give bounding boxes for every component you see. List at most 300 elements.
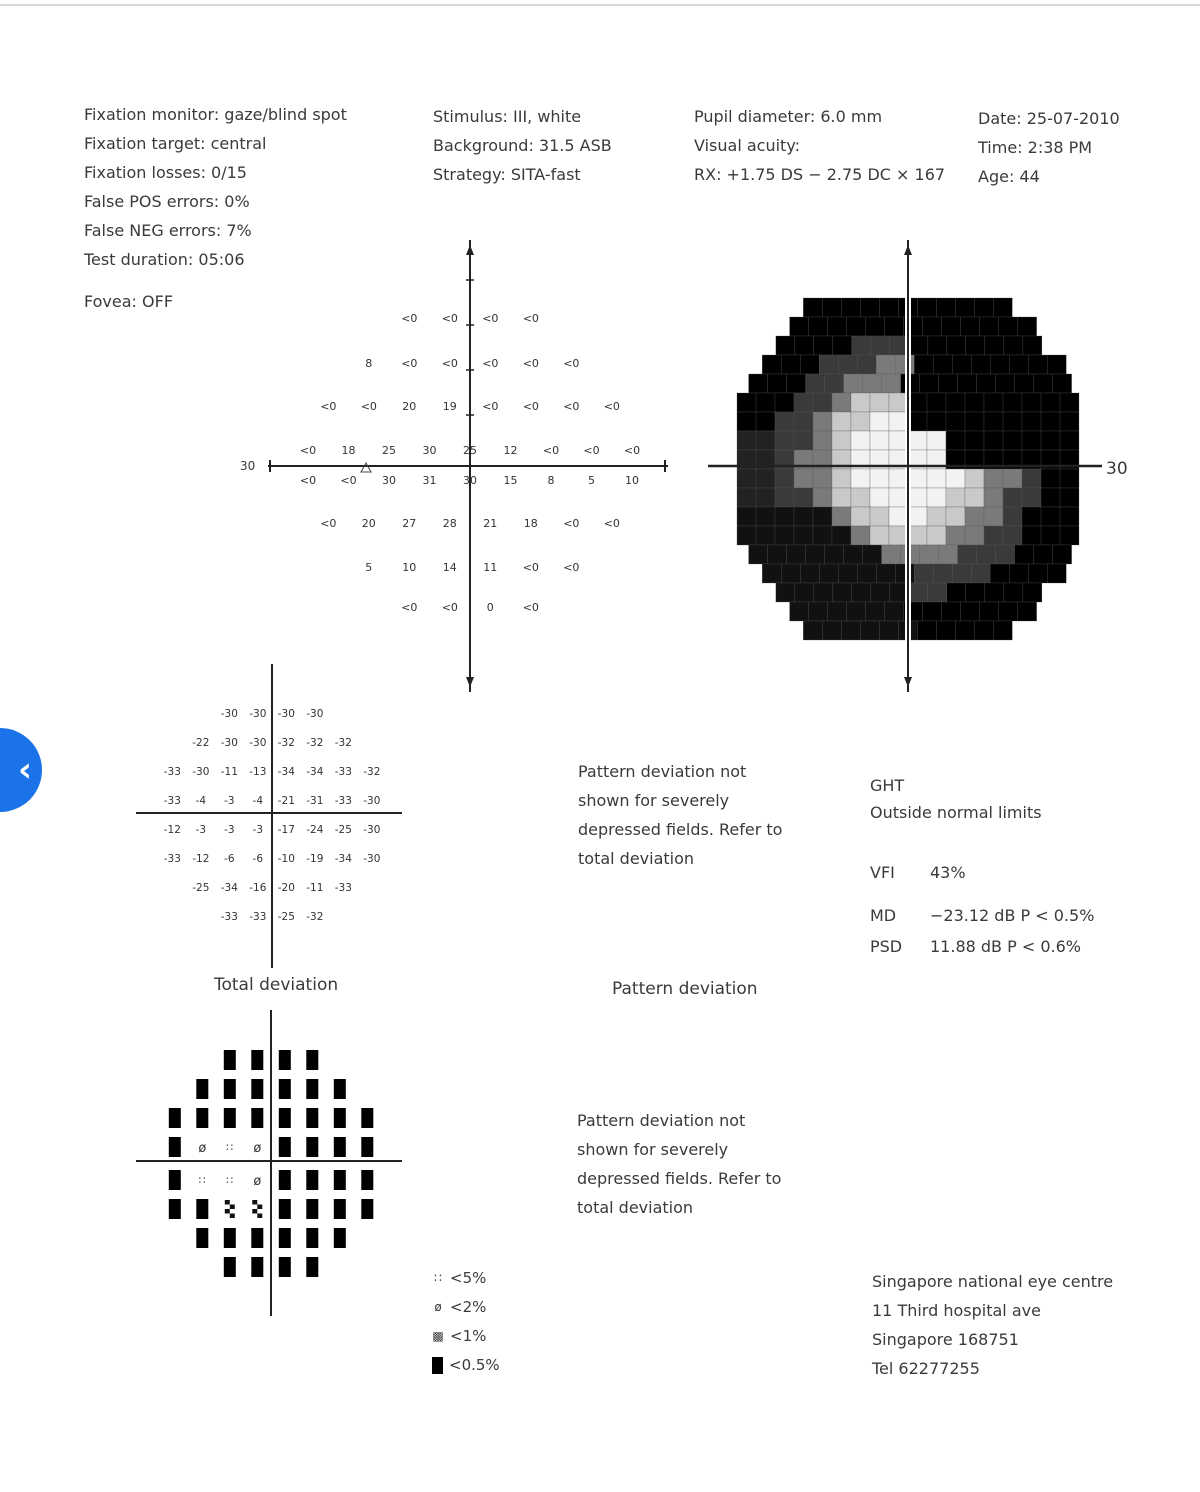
clinic-address — [872, 1267, 1113, 1383]
greyscale-cell — [795, 583, 814, 602]
greyscale-cell — [814, 336, 833, 355]
greyscale-cell — [809, 317, 828, 336]
pattern-deviation-note-lower: Pattern deviation not shown for severely depressed fields. Refer to total deviation — [577, 1111, 782, 1217]
greyscale-cell — [813, 469, 832, 488]
greyscale-cell — [851, 488, 870, 507]
greyscale-cell — [1018, 602, 1037, 621]
probability-solid-symbol — [361, 1108, 373, 1128]
greyscale-axis-label: 30 — [1106, 459, 1128, 479]
legend-label: <1% — [450, 1327, 487, 1345]
greyscale-cell — [965, 526, 984, 545]
total-deviation-value: -24 — [306, 824, 324, 836]
greyscale-cell — [990, 564, 1009, 583]
greyscale-cell — [737, 393, 756, 412]
greyscale-cell — [794, 393, 813, 412]
greyscale-cell — [1003, 488, 1022, 507]
greyscale-cell — [756, 469, 775, 488]
greyscale-cell — [870, 507, 889, 526]
greyscale-cell — [857, 355, 876, 374]
total-deviation-value: -3 — [195, 824, 207, 836]
total-deviation-value: -22 — [192, 737, 210, 749]
total-deviation-value: -34 — [334, 853, 352, 865]
greyscale-cell — [800, 564, 819, 583]
greyscale-cell — [775, 507, 794, 526]
probability-solid-symbol — [334, 1170, 346, 1190]
greyscale-cell — [847, 317, 866, 336]
total-deviation-value: -34 — [306, 766, 324, 778]
total-deviation-value: -3 — [252, 824, 264, 836]
greyscale-cell — [781, 564, 800, 583]
total-deviation-value: -33 — [220, 911, 238, 923]
probability-solid-symbol — [279, 1137, 291, 1157]
greyscale-cell — [870, 488, 889, 507]
total-deviation-value: -17 — [277, 824, 295, 836]
greyscale-cell — [985, 336, 1004, 355]
total-deviation-value: -25 — [192, 882, 210, 894]
greyscale-cell — [946, 488, 965, 507]
probability-checker-symbol — [257, 1205, 262, 1210]
blind-spot-triangle — [361, 463, 371, 472]
threshold-value: <0 — [299, 444, 317, 457]
greyscale-cell — [866, 317, 885, 336]
greyscale-cell — [832, 469, 851, 488]
greyscale-cell — [828, 602, 847, 621]
greyscale-cell — [996, 545, 1015, 564]
greyscale-cell — [1022, 431, 1041, 450]
threshold-value: 19 — [442, 400, 457, 413]
probability-solid-symbol — [224, 1257, 236, 1277]
threshold-value: <0 — [401, 601, 418, 614]
total-deviation-value: -21 — [277, 795, 295, 807]
greyscale-cell — [984, 469, 1003, 488]
greyscale-cell — [984, 431, 1003, 450]
threshold-value: 5 — [365, 561, 373, 574]
greyscale-cell — [946, 526, 965, 545]
probability-checker-symbol — [230, 1214, 235, 1219]
threshold-value: 27 — [402, 517, 417, 530]
total-deviation-value: -3 — [224, 824, 235, 836]
solid-symbol-icon — [432, 1357, 443, 1374]
greyscale-cell — [882, 374, 901, 393]
greyscale-cell — [947, 583, 966, 602]
greyscale-cell — [737, 431, 756, 450]
threshold-value: 5 — [588, 474, 595, 487]
greyscale-cell — [946, 393, 965, 412]
greyscale-cell — [1053, 374, 1072, 393]
greyscale-cell — [966, 336, 985, 355]
total-deviation-value: -4 — [252, 795, 264, 807]
clinic-phone: Tel 62277255 — [872, 1359, 980, 1378]
total-deviation-value: -33 — [163, 795, 181, 807]
greyscale-cell — [819, 564, 838, 583]
probability-solid-symbol — [196, 1079, 208, 1099]
greyscale-cell — [871, 336, 890, 355]
greyscale-cell — [1015, 374, 1034, 393]
legend-label: <5% — [450, 1269, 487, 1287]
greyscale-cell — [794, 507, 813, 526]
greyscale-cell — [832, 526, 851, 545]
greyscale-cell — [844, 545, 863, 564]
clinic-city: Singapore 168751 — [872, 1330, 1019, 1349]
probability-solid-symbol — [169, 1170, 181, 1190]
greyscale-cell — [885, 317, 904, 336]
threshold-value: <0 — [522, 400, 539, 413]
threshold-value: 11 — [483, 561, 498, 574]
greyscale-cell — [1023, 583, 1042, 602]
greyscale-cell — [737, 412, 756, 431]
greyscale-cell — [984, 393, 1003, 412]
greyscale-cell — [775, 488, 794, 507]
greyscale-cell — [961, 317, 980, 336]
threshold-value: 0 — [486, 601, 494, 614]
greyscale-cell — [860, 298, 879, 317]
greyscale-cell — [838, 355, 857, 374]
probability-solid-symbol — [306, 1170, 318, 1190]
greyscale-cell — [851, 469, 870, 488]
greyscale-cell — [955, 298, 974, 317]
greyscale-cell — [844, 374, 863, 393]
total-deviation-value: -20 — [277, 882, 295, 894]
total-deviation-label: Total deviation — [214, 975, 339, 995]
greyscale-cell — [977, 545, 996, 564]
probability-solid-symbol — [224, 1108, 236, 1128]
false-pos-errors: False POS errors: 0% — [84, 192, 250, 211]
greyscale-cell — [985, 583, 1004, 602]
greyscale-cell — [1003, 507, 1022, 526]
greyscale-cell — [1023, 336, 1042, 355]
greyscale-cell — [737, 507, 756, 526]
greyscale-cell — [833, 583, 852, 602]
test-time: Time: 2:38 PM — [978, 138, 1093, 157]
threshold-value: 10 — [402, 561, 417, 574]
greyscale-cell — [1041, 507, 1060, 526]
false-neg-errors: False NEG errors: 7% — [84, 221, 252, 240]
probability-solid-symbol — [306, 1257, 318, 1277]
greyscale-cell — [914, 355, 933, 374]
greyscale-cell — [942, 602, 961, 621]
greyscale-cell — [776, 336, 795, 355]
greyscale-cell — [794, 431, 813, 450]
greyscale-cell — [939, 545, 958, 564]
probability-checker-symbol — [225, 1209, 230, 1214]
greyscale-cell — [768, 374, 787, 393]
threshold-value: 8 — [365, 357, 373, 370]
greyscale-cell — [993, 298, 1012, 317]
greyscale-cell — [806, 545, 825, 564]
probability-solid-symbol — [279, 1050, 291, 1070]
greyscale-cell — [813, 393, 832, 412]
md-label: MD — [870, 906, 897, 925]
threshold-value: <0 — [482, 357, 499, 370]
total-deviation-value: -34 — [220, 882, 238, 894]
greyscale-cell — [870, 526, 889, 545]
greyscale-cell — [1034, 374, 1053, 393]
greyscale-cell — [828, 317, 847, 336]
greyscale-cell — [803, 298, 822, 317]
pattern-deviation-label: Pattern deviation — [612, 979, 758, 999]
greyscale-cell — [749, 374, 768, 393]
threshold-value: 12 — [503, 444, 518, 457]
total-deviation-value: -33 — [249, 911, 267, 923]
threshold-value: 14 — [442, 561, 457, 574]
total-deviation-value: -12 — [192, 853, 210, 865]
greyscale-cell — [860, 621, 879, 640]
total-deviation-value: -31 — [306, 795, 324, 807]
greyscale-cell — [871, 583, 890, 602]
probability-solid-symbol — [251, 1108, 263, 1128]
greyscale-cell — [942, 317, 961, 336]
total-deviation-value: -19 — [306, 853, 324, 865]
greyscale-cell — [806, 374, 825, 393]
greyscale-cell — [1022, 488, 1041, 507]
greyscale-cell — [1022, 393, 1041, 412]
greyscale-cell — [832, 393, 851, 412]
fixation-losses: Fixation losses: 0/15 — [84, 163, 247, 182]
probability-checker-symbol — [225, 1200, 230, 1205]
threshold-value: 25 — [463, 444, 477, 457]
greyscale-cell — [1060, 431, 1079, 450]
greyscale-cell — [776, 583, 795, 602]
greyscale-cell — [980, 317, 999, 336]
greyscale-cell — [917, 298, 936, 317]
greyscale-cell — [852, 583, 871, 602]
threshold-value: 21 — [483, 517, 498, 530]
greyscale-cell — [795, 336, 814, 355]
greyscale-cell — [927, 431, 946, 450]
threshold-value: 20 — [361, 517, 376, 530]
greyscale-cell — [1041, 526, 1060, 545]
greyscale-cell — [1041, 431, 1060, 450]
greyscale-cell — [832, 507, 851, 526]
greyscale-cell — [1060, 507, 1079, 526]
probability-solid-symbol — [306, 1108, 318, 1128]
greyscale-cell — [876, 564, 895, 583]
total-deviation-value: -32 — [334, 737, 352, 749]
probability-solid-symbol — [169, 1137, 181, 1157]
fixation-monitor: Fixation monitor: gaze/blind spot — [84, 105, 347, 124]
total-deviation-value: -11 — [306, 882, 324, 894]
vfi-value: 43% — [930, 863, 966, 882]
greyscale-cell — [787, 545, 806, 564]
greyscale-cell — [933, 355, 952, 374]
greyscale-cell — [851, 526, 870, 545]
greyscale-cell — [1003, 526, 1022, 545]
refraction: RX: +1.75 DS − 2.75 DC × 167 — [694, 165, 946, 184]
fovea-status: Fovea: OFF — [84, 292, 174, 311]
greyscale-cell — [958, 545, 977, 564]
greyscale-cell — [971, 355, 990, 374]
greyscale-cell — [1018, 317, 1037, 336]
greyscale-cell — [825, 545, 844, 564]
greyscale-cell — [737, 469, 756, 488]
greyscale-cell — [920, 374, 939, 393]
greyscale-cell — [914, 564, 933, 583]
greyscale-cell — [863, 545, 882, 564]
probability-slash-symbol: ø — [253, 1174, 262, 1189]
greyscale-cell — [756, 431, 775, 450]
greyscale-cell — [920, 545, 939, 564]
greyscale-cell — [946, 412, 965, 431]
vfi-label: VFI — [870, 863, 895, 882]
greyscale-cell — [879, 621, 898, 640]
legend-item-05pct — [432, 1356, 500, 1374]
threshold-value: <0 — [542, 444, 560, 457]
greyscale-cell — [947, 336, 966, 355]
threshold-value: 30 — [463, 474, 477, 487]
total-deviation-value: -32 — [277, 737, 295, 749]
probability-solid-symbol — [279, 1108, 291, 1128]
axis-arrow — [904, 245, 912, 255]
greyscale-cell — [895, 564, 914, 583]
probability-solid-symbol — [196, 1228, 208, 1248]
greyscale-cell — [974, 298, 993, 317]
probability-solid-symbol — [251, 1079, 263, 1099]
greyscale-cell — [814, 583, 833, 602]
md-value: −23.12 dB P < 0.5% — [930, 906, 1095, 925]
greyscale-cell — [1028, 355, 1047, 374]
threshold-value: 25 — [382, 444, 396, 457]
greyscale-cell — [1041, 488, 1060, 507]
threshold-value: 15 — [503, 474, 518, 487]
threshold-value: <0 — [441, 601, 458, 614]
total-deviation-value: -6 — [224, 853, 235, 865]
threshold-value: <0 — [603, 517, 620, 530]
greyscale-cell — [756, 393, 775, 412]
axis-arrow — [904, 677, 912, 687]
greyscale-cell — [1060, 469, 1079, 488]
threshold-value: 28 — [442, 517, 457, 530]
greyscale-cell — [756, 412, 775, 431]
greyscale-cell — [927, 526, 946, 545]
greyscale-cell — [974, 621, 993, 640]
greyscale-cell — [1009, 355, 1028, 374]
total-deviation-value: -30 — [249, 708, 267, 720]
greyscale-cell — [977, 374, 996, 393]
probability-solid-symbol — [196, 1108, 208, 1128]
total-deviation-value: -33 — [334, 882, 352, 894]
greyscale-cell — [1060, 393, 1079, 412]
total-deviation-value: -6 — [252, 853, 264, 865]
greyscale-cell — [946, 431, 965, 450]
greyscale-cell — [851, 412, 870, 431]
total-deviation-value: -32 — [306, 911, 324, 923]
greyscale-cell — [1041, 412, 1060, 431]
greyscale-cell — [936, 298, 955, 317]
threshold-value: <0 — [522, 312, 539, 325]
legend-label: <2% — [450, 1298, 487, 1316]
greyscale-cell — [909, 336, 928, 355]
greyscale-cell — [971, 564, 990, 583]
greyscale-cell — [851, 393, 870, 412]
greyscale-cell — [790, 317, 809, 336]
chevron-left-icon: ‹ — [17, 750, 32, 790]
greyscale-cell — [1003, 393, 1022, 412]
threshold-axis-label: 30 — [240, 459, 256, 473]
greyscale-cell — [999, 317, 1018, 336]
threshold-value: 18 — [341, 444, 356, 457]
greyscale-cell — [1047, 564, 1066, 583]
axis-arrow — [466, 677, 474, 687]
total-deviation-value: -4 — [195, 795, 207, 807]
threshold-value: <0 — [441, 357, 458, 370]
total-deviation-value: -30 — [249, 737, 267, 749]
greyscale-cell — [794, 488, 813, 507]
greyscale-cell — [996, 374, 1015, 393]
test-duration: Test duration: 05:06 — [84, 250, 245, 269]
greyscale-cell — [927, 393, 946, 412]
total-deviation-value: -30 — [277, 708, 295, 720]
greyscale-cell — [794, 526, 813, 545]
greyscale-cell — [800, 355, 819, 374]
greyscale-cell — [813, 526, 832, 545]
probability-dots-symbol: ∷ — [198, 1174, 206, 1187]
pupil-diameter: Pupil diameter: 6.0 mm — [694, 107, 883, 126]
probability-solid-symbol — [334, 1079, 346, 1099]
greyscale-cell — [961, 602, 980, 621]
greyscale-cell — [1022, 507, 1041, 526]
greyscale-cell — [841, 621, 860, 640]
probability-solid-symbol — [169, 1108, 181, 1128]
probability-dots-symbol: ∷ — [226, 1141, 234, 1154]
greyscale-cell — [787, 374, 806, 393]
total-deviation-value: -12 — [163, 824, 181, 836]
dots-symbol-icon: ∷ — [434, 1271, 442, 1285]
greyscale-cell — [822, 621, 841, 640]
stimulus: Stimulus: III, white — [433, 107, 582, 126]
probability-solid-symbol — [224, 1079, 236, 1099]
probability-solid-symbol — [306, 1050, 318, 1070]
greyscale-cell — [1022, 412, 1041, 431]
greyscale-cell — [927, 469, 946, 488]
threshold-value: <0 — [360, 400, 377, 413]
greyscale-cell — [852, 336, 871, 355]
greyscale-cell — [832, 488, 851, 507]
threshold-value: <0 — [563, 561, 580, 574]
greyscale-cell — [851, 507, 870, 526]
probability-dots-symbol: ∷ — [226, 1174, 234, 1187]
total-deviation-value: -30 — [363, 853, 381, 865]
probability-checker-symbol — [257, 1214, 262, 1219]
total-deviation-value: -13 — [249, 766, 267, 778]
greyscale-cell — [762, 355, 781, 374]
threshold-value: <0 — [482, 312, 499, 325]
greyscale-cell — [895, 355, 914, 374]
total-deviation-value: -30 — [192, 766, 210, 778]
greyscale-cell — [1015, 545, 1034, 564]
greyscale-cell — [809, 602, 828, 621]
greyscale-cell — [879, 298, 898, 317]
total-deviation-value: -30 — [220, 708, 238, 720]
greyscale-cell — [832, 412, 851, 431]
greyscale-cell — [870, 469, 889, 488]
threshold-value: <0 — [623, 444, 641, 457]
greyscale-cell — [1060, 526, 1079, 545]
probability-solid-symbol — [361, 1137, 373, 1157]
probability-solid-symbol — [196, 1199, 208, 1219]
threshold-value: <0 — [401, 312, 418, 325]
threshold-value: 31 — [422, 474, 437, 487]
total-deviation-value: -34 — [277, 766, 295, 778]
probability-solid-symbol — [306, 1079, 318, 1099]
psd-label: PSD — [870, 937, 903, 956]
threshold-value: 30 — [382, 474, 396, 487]
greyscale-cell — [990, 355, 1009, 374]
greyscale-cell — [1041, 469, 1060, 488]
total-deviation-value: -33 — [163, 853, 181, 865]
greyscale-cell — [928, 583, 947, 602]
probability-solid-symbol — [279, 1228, 291, 1248]
greyscale-cell — [775, 412, 794, 431]
